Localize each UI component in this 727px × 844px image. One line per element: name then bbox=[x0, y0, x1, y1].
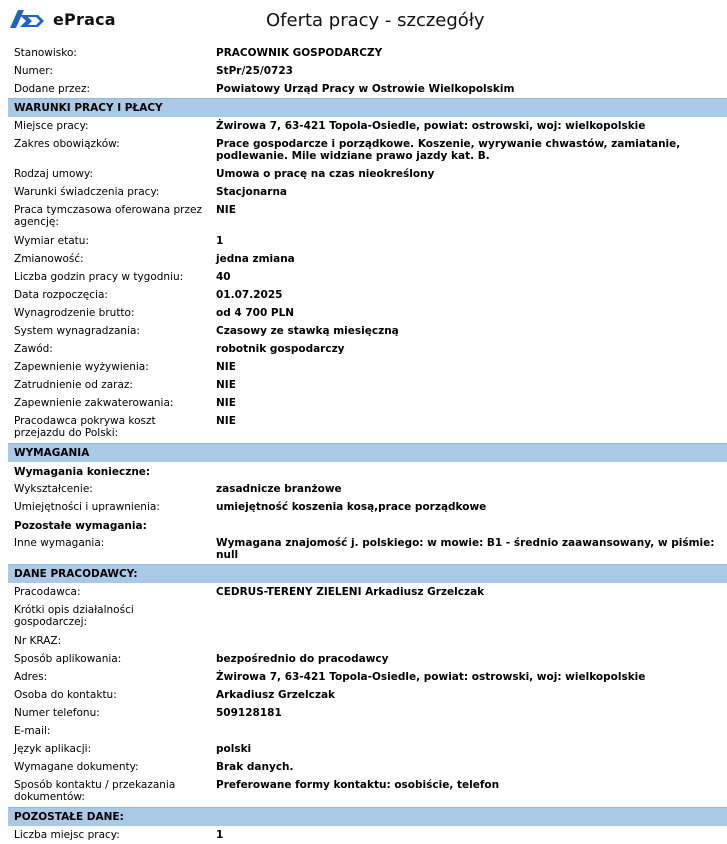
section-pozostale-header bbox=[8, 808, 727, 827]
field-label: Pracodawca pokrywa koszt przejazdu do Polski: bbox=[14, 415, 156, 439]
field-label: Liczba godzin pracy w tygodniu: bbox=[14, 271, 184, 283]
field-label: Dodane przez: bbox=[14, 83, 91, 95]
field-value: Czasowy ze stawką miesięczną bbox=[216, 325, 399, 337]
field-label: Praca tymczasowa oferowana przez agencję: bbox=[14, 204, 202, 228]
field-value: Stacjonarna bbox=[216, 186, 288, 198]
detail-row-adres bbox=[8, 668, 727, 686]
detail-row-praca-tymczasowa-oferowana-przez-agencje bbox=[8, 201, 727, 232]
subsection-pozostale-wymagania bbox=[8, 516, 727, 534]
detail-row-sposob-aplikowania bbox=[8, 650, 727, 668]
field-label: Krótki opis działalności gospodarczej: bbox=[14, 604, 134, 628]
detail-row-nr-kraz bbox=[8, 632, 727, 650]
section-title: WARUNKI PRACY I PŁACY bbox=[8, 99, 727, 118]
field-label: Umiejętności i uprawnienia: bbox=[14, 501, 160, 513]
detail-row-dodane-przez bbox=[8, 80, 727, 99]
detail-row-e-mail bbox=[8, 722, 727, 740]
field-label: Sposób aplikowania: bbox=[14, 653, 122, 665]
detail-row-wymiar-etatu bbox=[8, 232, 727, 250]
field-value: NIE bbox=[216, 361, 236, 373]
field-value: 01.07.2025 bbox=[216, 289, 283, 301]
section-title: WYMAGANIA bbox=[8, 444, 727, 463]
detail-row-zmianowosc bbox=[8, 250, 727, 268]
field-label: Sposób kontaktu / przekazania dokumentów: bbox=[14, 779, 176, 803]
detail-row-pracodawca-pokrywa-koszt-przejazdu-do-polski bbox=[8, 412, 727, 444]
section-wymagania-header bbox=[8, 444, 727, 463]
field-value: Wymagana znajomość j. polskiego: w mowie: B1 - średnio zaawansowany, w piśmie: null bbox=[216, 537, 715, 561]
field-value: robotnik gospodarczy bbox=[216, 343, 345, 355]
field-value: StPr/25/0723 bbox=[216, 65, 293, 77]
detail-row-liczba-miejsc-pracy bbox=[8, 826, 727, 844]
field-label: Pracodawca: bbox=[14, 586, 81, 598]
field-label: System wynagradzania: bbox=[14, 325, 140, 337]
field-value: CEDRUS-TERENY ZIELENI Arkadiusz Grzelczak bbox=[216, 586, 485, 598]
subsection-title: Pozostałe wymagania: bbox=[14, 520, 147, 532]
detail-row-system-wynagradzania bbox=[8, 322, 727, 340]
detail-row-zatrudnienie-od-zaraz bbox=[8, 376, 727, 394]
field-label: Numer: bbox=[14, 65, 53, 77]
detail-row-zakres-obowiazkow bbox=[8, 135, 727, 165]
field-value bbox=[210, 601, 727, 632]
detail-row-zawod bbox=[8, 340, 727, 358]
field-label: Data rozpoczęcia: bbox=[14, 289, 108, 301]
field-label: Wynagrodzenie brutto: bbox=[14, 307, 135, 319]
detail-row-rodzaj-umowy bbox=[8, 165, 727, 183]
field-label: Wymiar etatu: bbox=[14, 235, 89, 247]
detail-row-wyksztalcenie bbox=[8, 480, 727, 498]
field-value: 1 bbox=[216, 829, 224, 841]
field-value: 509128181 bbox=[216, 707, 282, 719]
field-value: polski bbox=[216, 743, 252, 755]
field-value: Żwirowa 7, 63-421 Topola-Osiedle, powiat: ostrowski, woj: wielkopolskie bbox=[216, 120, 646, 132]
field-value: zasadnicze branżowe bbox=[216, 483, 342, 495]
subsection-title: Wymagania konieczne: bbox=[14, 466, 151, 478]
field-value: Prace gospodarcze i porządkowe. Koszenie, wyrywanie chwastów, zamiatanie, podlewanie. Mile widziane prawo jazdy kat. B. bbox=[216, 138, 681, 162]
detail-row-pracodawca bbox=[8, 583, 727, 601]
field-label: Zapewnienie wyżywienia: bbox=[14, 361, 149, 373]
field-label: Miejsce pracy: bbox=[14, 120, 89, 132]
field-label: Zapewnienie zakwaterowania: bbox=[14, 397, 174, 409]
field-value: NIE bbox=[216, 204, 236, 216]
field-value: Żwirowa 7, 63-421 Topola-Osiedle, powiat: ostrowski, woj: wielkopolskie bbox=[216, 671, 646, 683]
field-label: Wykształcenie: bbox=[14, 483, 93, 495]
field-value: NIE bbox=[216, 379, 236, 391]
offer-details-table bbox=[8, 44, 727, 844]
field-label: Wymagane dokumenty: bbox=[14, 761, 139, 773]
detail-row-jezyk-aplikacji bbox=[8, 740, 727, 758]
field-label: Zakres obowiązków: bbox=[14, 138, 120, 150]
detail-row-data-rozpoczecia bbox=[8, 286, 727, 304]
field-value: Powiatowy Urząd Pracy w Ostrowie Wielkopolskim bbox=[216, 83, 515, 95]
logo-text: ePraca bbox=[53, 9, 116, 29]
section-title: POZOSTAŁE DANE: bbox=[8, 808, 727, 827]
field-label: Język aplikacji: bbox=[14, 743, 92, 755]
field-label: Rodzaj umowy: bbox=[14, 168, 93, 180]
page-title: Oferta pracy - szczegóły bbox=[266, 10, 485, 31]
detail-row-numer-telefonu bbox=[8, 704, 727, 722]
field-value: od 4 700 PLN bbox=[216, 307, 295, 319]
field-value: Brak danych. bbox=[216, 761, 294, 773]
detail-row-stanowisko bbox=[8, 44, 727, 62]
detail-row-numer bbox=[8, 62, 727, 80]
field-value: NIE bbox=[216, 415, 236, 427]
field-label: Nr KRAZ: bbox=[14, 635, 62, 647]
field-value: NIE bbox=[216, 397, 236, 409]
detail-row-zapewnienie-zakwaterowania bbox=[8, 394, 727, 412]
field-label: E-mail: bbox=[14, 725, 51, 737]
field-label: Zawód: bbox=[14, 343, 53, 355]
detail-row-sposob-kontaktu-przekazania-dokumentow bbox=[8, 776, 727, 808]
detail-row-inne-wymagania bbox=[8, 534, 727, 565]
section-pracodawca-header bbox=[8, 565, 727, 584]
detail-row-wymagane-dokumenty bbox=[8, 758, 727, 776]
field-label: Osoba do kontaktu: bbox=[14, 689, 117, 701]
epraca-logo[interactable] bbox=[8, 8, 116, 30]
detail-row-umiejetnosci-i-uprawnienia bbox=[8, 498, 727, 516]
field-value: 40 bbox=[216, 271, 231, 283]
detail-row-miejsce-pracy bbox=[8, 117, 727, 135]
field-label: Zmianowość: bbox=[14, 253, 84, 265]
field-value: bezpośrednio do pracodawcy bbox=[216, 653, 389, 665]
epraca-logo-icon bbox=[8, 8, 48, 30]
field-label: Warunki świadczenia pracy: bbox=[14, 186, 160, 198]
subsection-wymagania-konieczne bbox=[8, 462, 727, 480]
field-value: PRACOWNIK GOSPODARCZY bbox=[216, 47, 383, 59]
field-label: Inne wymagania: bbox=[14, 537, 105, 549]
field-value: Umowa o pracę na czas nieokreślony bbox=[216, 168, 435, 180]
field-value: Arkadiusz Grzelczak bbox=[216, 689, 336, 701]
field-value bbox=[210, 632, 727, 650]
detail-row-krotki-opis-dzialalnosci-gospodarczej bbox=[8, 601, 727, 632]
field-label: Zatrudnienie od zaraz: bbox=[14, 379, 133, 391]
field-label: Liczba miejsc pracy: bbox=[14, 829, 120, 841]
field-value bbox=[210, 722, 727, 740]
detail-row-warunki-swiadczenia-pracy bbox=[8, 183, 727, 201]
field-label: Numer telefonu: bbox=[14, 707, 100, 719]
field-value: 1 bbox=[216, 235, 224, 247]
field-value: Preferowane formy kontaktu: osobiście, telefon bbox=[216, 779, 500, 791]
field-value: jedna zmiana bbox=[216, 253, 295, 265]
section-warunki-header bbox=[8, 99, 727, 118]
detail-row-zapewnienie-wyzywienia bbox=[8, 358, 727, 376]
page-header bbox=[0, 0, 727, 44]
field-value: umiejętność koszenia kosą,prace porządkowe bbox=[216, 501, 487, 513]
field-label: Adres: bbox=[14, 671, 48, 683]
detail-row-osoba-do-kontaktu bbox=[8, 686, 727, 704]
detail-row-liczba-godzin-pracy-w-tygodniu bbox=[8, 268, 727, 286]
field-label: Stanowisko: bbox=[14, 47, 77, 59]
section-title: DANE PRACODAWCY: bbox=[8, 565, 727, 584]
detail-row-wynagrodzenie-brutto bbox=[8, 304, 727, 322]
